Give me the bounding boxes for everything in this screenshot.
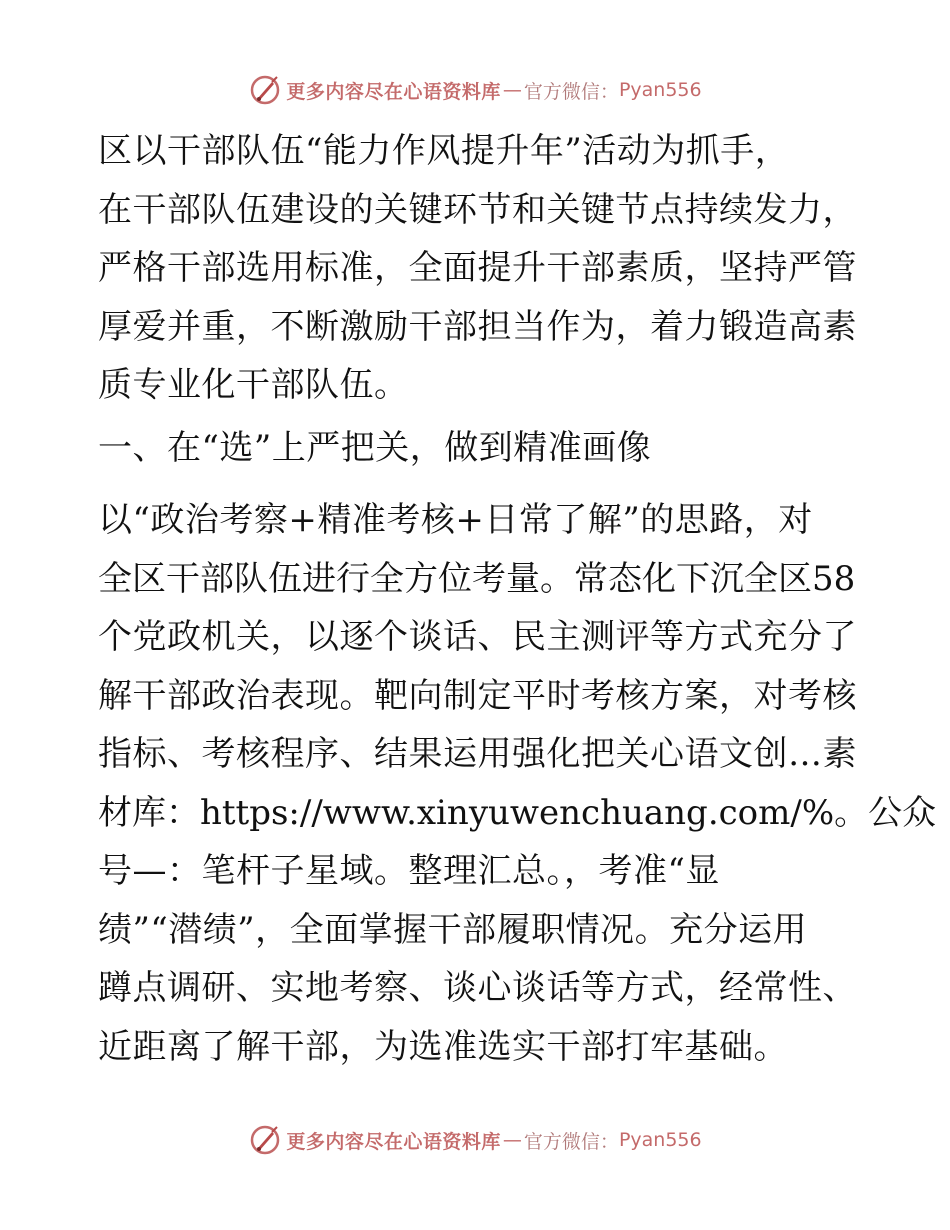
watermark-dash: — <box>502 79 522 101</box>
watermark-main-text: 更多内容尽在心语资料库 <box>286 80 501 103</box>
quill-logo-icon <box>248 1123 282 1157</box>
watermark-wechat-id: Pyan556 <box>618 1129 702 1151</box>
watermark-wechat-id: Pyan556 <box>618 79 702 101</box>
document-body <box>98 122 937 1076</box>
quill-logo-icon <box>248 73 282 107</box>
watermark-wechat-label: 官方微信： <box>523 1130 619 1153</box>
watermark-wechat-label: 官方微信： <box>523 80 619 103</box>
watermark-main-text: 更多内容尽在心语资料库 <box>286 1130 501 1153</box>
text-line: 以“政治考察+精准考核+日常了解”的思路，对 <box>98 500 813 540</box>
text-line: 厚爱并重，不断激励干部担当作为，着力锻造高素 <box>98 306 857 347</box>
text-line: 蹲点调研、实地考察、谈心谈话等方式，经常性、 <box>98 968 857 1008</box>
text-line: 全区干部队伍进行全方位考量。常态化下沉全区58 <box>98 558 856 599</box>
watermark-banner-top <box>0 70 950 110</box>
text-line: 质专业化干部队伍。 <box>98 365 409 405</box>
text-line: 解干部政治表现。靶向制定平时考核方案，对考核 <box>98 675 857 716</box>
text-line: 绩”“潜绩”，全面掌握干部履职情况。充分运用 <box>98 909 808 950</box>
text-line: 号—：笔杆子星域。整理汇总。，考准“显 <box>98 851 720 891</box>
text-line: 近距离了解干部，为选准选实干部打牢基础。 <box>98 1026 788 1067</box>
text-line: 区以干部队伍“能力作风提升年”活动为抓手， <box>98 131 790 171</box>
watermark-dash: — <box>502 1129 522 1151</box>
text-line: 个党政机关，以逐个谈话、民主测评等方式充分了 <box>98 617 857 657</box>
text-line: 严格干部选用标准，全面提升干部素质，坚持严管 <box>98 248 857 288</box>
watermark-banner-bottom <box>0 1120 950 1160</box>
text-line: 在干部队伍建设的关键环节和关键节点持续发力， <box>98 189 857 230</box>
text-line: 指标、考核程序、结果运用强化把关心语文创…素 <box>98 734 857 774</box>
paragraph-1 <box>98 122 858 415</box>
text-line: 材库：https://www.xinyuwenchuang.com/%。公众 <box>98 792 937 833</box>
section-heading: 一、在“选”上严把关，做到精准画像 <box>98 427 652 468</box>
paragraph-2 <box>98 491 937 1076</box>
